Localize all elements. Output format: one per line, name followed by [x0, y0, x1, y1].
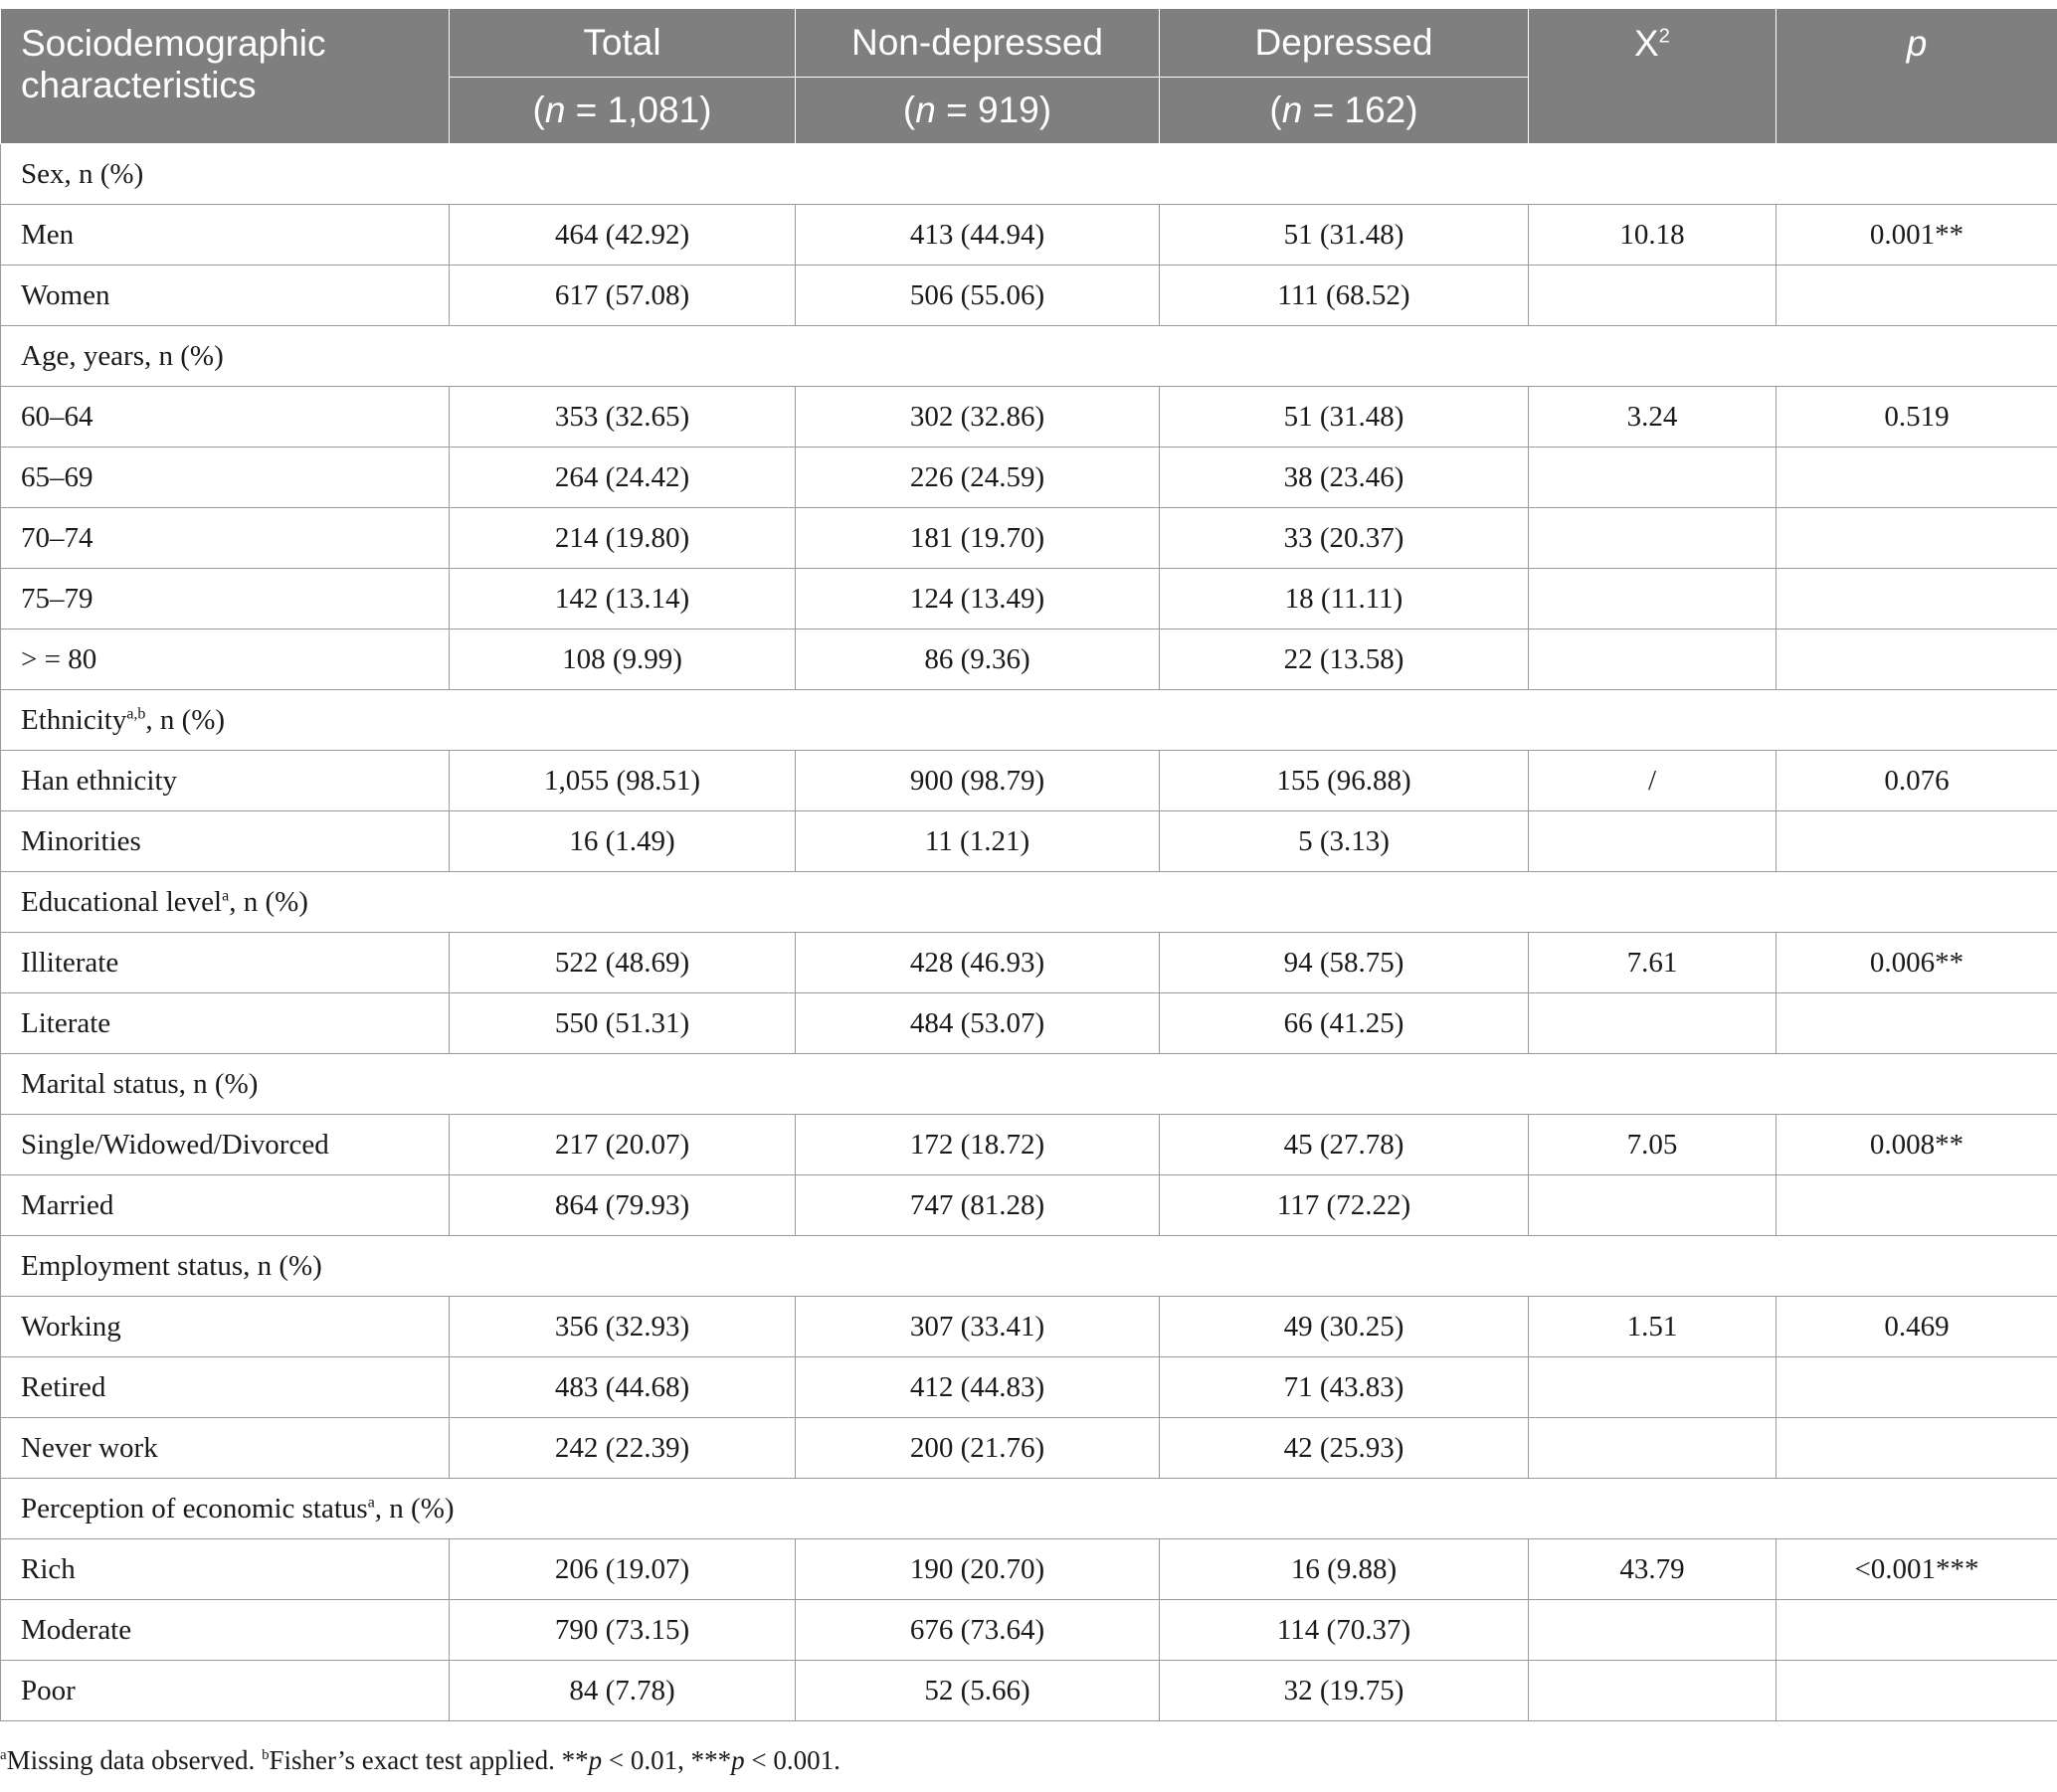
total-cell: 617 (57.08) [450, 266, 796, 326]
row-label-cell: Moderate [1, 1600, 450, 1661]
chi-square-cell [1529, 1357, 1776, 1418]
chi-square-cell: / [1529, 751, 1776, 811]
non-depressed-cell: 181 (19.70) [796, 508, 1160, 569]
p-value-cell: 0.001** [1776, 205, 2057, 266]
row-label-cell: 60–64 [1, 387, 450, 448]
non-depressed-cell: 900 (98.79) [796, 751, 1160, 811]
table-row [1, 205, 2057, 266]
total-cell: 108 (9.99) [450, 629, 796, 690]
header-total: Total [450, 9, 796, 78]
p-value-cell: 0.006** [1776, 933, 2057, 993]
total-cell: 142 (13.14) [450, 569, 796, 629]
total-cell: 790 (73.15) [450, 1600, 796, 1661]
non-depressed-cell: 86 (9.36) [796, 629, 1160, 690]
p-value-cell: 0.076 [1776, 751, 2057, 811]
chi-square-cell [1529, 266, 1776, 326]
row-label-cell: Han ethnicity [1, 751, 450, 811]
row-label-cell: Minorities [1, 811, 450, 872]
chi-square-cell [1529, 629, 1776, 690]
header-chi-square: $X^2$ [1529, 9, 1776, 144]
row-label-cell: Married [1, 1175, 450, 1236]
section-row [1, 326, 2057, 387]
depressed-cell: 51 (31.48) [1160, 205, 1529, 266]
p-value-cell: 0.008** [1776, 1115, 2057, 1175]
chi-square-cell [1529, 1600, 1776, 1661]
section-row [1, 872, 2057, 933]
chi-square-cell [1529, 508, 1776, 569]
non-depressed-cell: 676 (73.64) [796, 1600, 1160, 1661]
chi-square-cell [1529, 811, 1776, 872]
header-non-depressed: Non-depressed [796, 9, 1160, 78]
chi-square-cell [1529, 1418, 1776, 1479]
non-depressed-cell: 200 (21.76) [796, 1418, 1160, 1479]
table-row [1, 993, 2057, 1054]
header-depressed: Depressed [1160, 9, 1529, 78]
row-label-cell: > = 80 [1, 629, 450, 690]
table-row [1, 1539, 2057, 1600]
p-value-cell: 0.469 [1776, 1297, 2057, 1357]
p-value-cell [1776, 629, 2057, 690]
row-label-cell: Retired [1, 1357, 450, 1418]
table-row [1, 387, 2057, 448]
chi-square-cell [1529, 1175, 1776, 1236]
table-row [1, 508, 2057, 569]
total-cell: 242 (22.39) [450, 1418, 796, 1479]
p-value-cell [1776, 508, 2057, 569]
depressed-cell: 33 (20.37) [1160, 508, 1529, 569]
non-depressed-cell: 413 (44.94) [796, 205, 1160, 266]
chi-square-cell: 1.51 [1529, 1297, 1776, 1357]
total-cell: 84 (7.78) [450, 1661, 796, 1721]
chi-square-cell [1529, 1661, 1776, 1721]
table-row [1, 1115, 2057, 1175]
depressed-cell: 51 (31.48) [1160, 387, 1529, 448]
depressed-cell: 71 (43.83) [1160, 1357, 1529, 1418]
p-value-cell [1776, 1357, 2057, 1418]
table-row [1, 1600, 2057, 1661]
chi-square-cell [1529, 448, 1776, 508]
sociodemographic-table [0, 8, 2057, 1721]
non-depressed-cell: 484 (53.07) [796, 993, 1160, 1054]
depressed-cell: 66 (41.25) [1160, 993, 1529, 1054]
total-cell: 483 (44.68) [450, 1357, 796, 1418]
depressed-cell: 117 (72.22) [1160, 1175, 1529, 1236]
row-label-cell: Literate [1, 993, 450, 1054]
header-characteristics: Sociodemographic characteristics [1, 9, 450, 144]
table-row [1, 629, 2057, 690]
p-value-cell [1776, 1175, 2057, 1236]
section-row [1, 1236, 2057, 1297]
depressed-cell: 114 (70.37) [1160, 1600, 1529, 1661]
section-title: Sex, n (%) [1, 144, 2057, 205]
chi-square-cell: 7.05 [1529, 1115, 1776, 1175]
p-value-cell [1776, 1418, 2057, 1479]
chi-square-cell [1529, 569, 1776, 629]
depressed-cell: 38 (23.46) [1160, 448, 1529, 508]
row-label-cell: Illiterate [1, 933, 450, 993]
row-label-cell: Never work [1, 1418, 450, 1479]
total-cell: 16 (1.49) [450, 811, 796, 872]
total-cell: 206 (19.07) [450, 1539, 796, 1600]
total-cell: 1,055 (98.51) [450, 751, 796, 811]
non-depressed-cell: 412 (44.83) [796, 1357, 1160, 1418]
section-row [1, 1479, 2057, 1539]
depressed-cell: 18 (11.11) [1160, 569, 1529, 629]
depressed-cell: 5 (3.13) [1160, 811, 1529, 872]
table-row [1, 751, 2057, 811]
non-depressed-cell: 428 (46.93) [796, 933, 1160, 993]
total-cell: 356 (32.93) [450, 1297, 796, 1357]
section-title: Employment status, n (%) [1, 1236, 2057, 1297]
row-label-cell: Working [1, 1297, 450, 1357]
table-row [1, 448, 2057, 508]
depressed-cell: 94 (58.75) [1160, 933, 1529, 993]
non-depressed-cell: 226 (24.59) [796, 448, 1160, 508]
p-value-cell [1776, 448, 2057, 508]
header-total-n: (n = 1,081) [450, 78, 796, 144]
section-title: Perception of economic status$^a$, n (%) [1, 1479, 2057, 1539]
section-title: Marital status, n (%) [1, 1054, 2057, 1115]
section-row [1, 1054, 2057, 1115]
table-row [1, 811, 2057, 872]
section-title: Age, years, n (%) [1, 326, 2057, 387]
header-non-depressed-n: (n = 919) [796, 78, 1160, 144]
row-label-cell: Poor [1, 1661, 450, 1721]
depressed-cell: 42 (25.93) [1160, 1418, 1529, 1479]
non-depressed-cell: 52 (5.66) [796, 1661, 1160, 1721]
section-row [1, 690, 2057, 751]
p-value-cell [1776, 569, 2057, 629]
depressed-cell: 22 (13.58) [1160, 629, 1529, 690]
table-row [1, 933, 2057, 993]
table-footnote: $^a$Missing data observed. $^b$Fisher’s exact test applied. **p < 0.01, ***p < 0.001. [0, 1745, 841, 1775]
depressed-cell: 16 (9.88) [1160, 1539, 1529, 1600]
total-cell: 217 (20.07) [450, 1115, 796, 1175]
table-body [1, 144, 2057, 1721]
chi-square-cell: 10.18 [1529, 205, 1776, 266]
row-label-cell: Rich [1, 1539, 450, 1600]
non-depressed-cell: 506 (55.06) [796, 266, 1160, 326]
depressed-cell: 155 (96.88) [1160, 751, 1529, 811]
depressed-cell: 32 (19.75) [1160, 1661, 1529, 1721]
row-label-cell: 65–69 [1, 448, 450, 508]
chi-square-cell: 7.61 [1529, 933, 1776, 993]
non-depressed-cell: 302 (32.86) [796, 387, 1160, 448]
p-value-cell [1776, 266, 2057, 326]
section-title: Educational level$^a$, n (%) [1, 872, 2057, 933]
p-value-cell [1776, 993, 2057, 1054]
chi-square-cell: 3.24 [1529, 387, 1776, 448]
table-row [1, 1418, 2057, 1479]
p-value-cell: 0.519 [1776, 387, 2057, 448]
non-depressed-cell: 747 (81.28) [796, 1175, 1160, 1236]
table-row [1, 569, 2057, 629]
table-row [1, 266, 2057, 326]
header-p-value: p [1776, 9, 2057, 144]
depressed-cell: 45 (27.78) [1160, 1115, 1529, 1175]
p-value-cell [1776, 1661, 2057, 1721]
non-depressed-cell: 11 (1.21) [796, 811, 1160, 872]
p-value-cell [1776, 1600, 2057, 1661]
row-label-cell: 70–74 [1, 508, 450, 569]
total-cell: 864 (79.93) [450, 1175, 796, 1236]
chi-square-cell: 43.79 [1529, 1539, 1776, 1600]
total-cell: 522 (48.69) [450, 933, 796, 993]
section-row [1, 144, 2057, 205]
non-depressed-cell: 124 (13.49) [796, 569, 1160, 629]
table-row [1, 1357, 2057, 1418]
total-cell: 353 (32.65) [450, 387, 796, 448]
row-label-cell: 75–79 [1, 569, 450, 629]
row-label-cell: Men [1, 205, 450, 266]
depressed-cell: 49 (30.25) [1160, 1297, 1529, 1357]
table-row [1, 1175, 2057, 1236]
non-depressed-cell: 307 (33.41) [796, 1297, 1160, 1357]
chi-square-cell [1529, 993, 1776, 1054]
total-cell: 464 (42.92) [450, 205, 796, 266]
depressed-cell: 111 (68.52) [1160, 266, 1529, 326]
non-depressed-cell: 190 (20.70) [796, 1539, 1160, 1600]
p-value-cell: <0.001*** [1776, 1539, 2057, 1600]
row-label-cell: Women [1, 266, 450, 326]
p-value-cell [1776, 811, 2057, 872]
total-cell: 214 (19.80) [450, 508, 796, 569]
row-label-cell: Single/Widowed/Divorced [1, 1115, 450, 1175]
table-row [1, 1661, 2057, 1721]
total-cell: 264 (24.42) [450, 448, 796, 508]
total-cell: 550 (51.31) [450, 993, 796, 1054]
header-depressed-n: (n = 162) [1160, 78, 1529, 144]
section-title: Ethnicity$^{a,b}$, n (%) [1, 690, 2057, 751]
non-depressed-cell: 172 (18.72) [796, 1115, 1160, 1175]
table-row [1, 1297, 2057, 1357]
table-header [1, 9, 2057, 144]
